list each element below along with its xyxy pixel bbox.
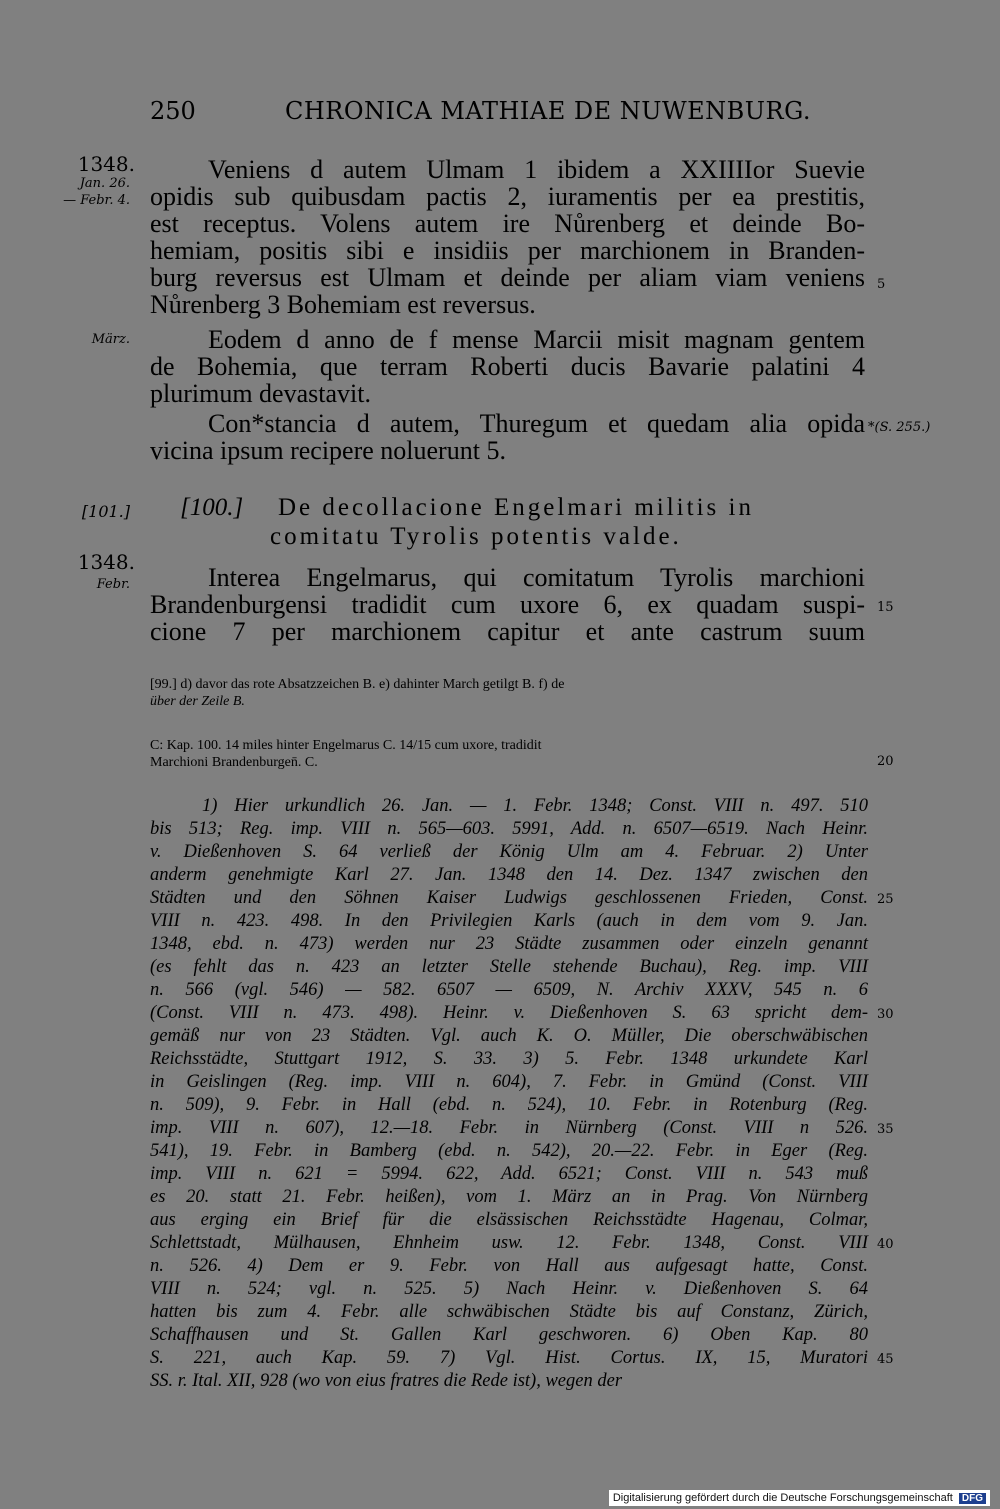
margin-date: — Febr. 4. [63,193,130,208]
footnote-line: Städten und den Söhnen Kaiser Ludwigs geschlossenen Frieden, Const. [150,888,868,908]
text-line: cione 7 per marchionem capitur et ante castrum suum [150,617,865,646]
footnote-line: imp. VIII n. 621 = 5994. 622, Add. 6521; Const. VIII n. 543 muß [150,1164,868,1184]
footnote-line: 541), 19. Febr. in Bamberg (ebd. n. 542), 20.—22. Febr. in Eger (Reg. [150,1141,868,1161]
footnote-line: VIII n. 423. 498. In den Privilegien Karls (auch in dem vom 9. Jan. [150,911,868,931]
footnote-line: (Const. VIII n. 473. 498). Heinr. v. Dießenhoven S. 63 spricht dem- [150,1003,868,1023]
footnote-line: n. 526. 4) Dem er 9. Febr. von Hall aus aufgesagt hatte, Const. [150,1256,868,1276]
footnote-line: (es fehlt das n. 423 an letzter Stelle stehende Buchau), Reg. imp. VIII [150,957,868,977]
variant-line: über der Zeile B. [150,694,245,709]
line-number: 25 [877,892,894,907]
credit-text: Digitalisierung gefördert durch die Deutsche Forschungsgemeinschaft [612,1492,953,1504]
footnote-line: bis 513; Reg. imp. VIII n. 565—603. 5991, Add. n. 6507—6519. Nach Heinr. [150,819,868,839]
text-line: Nůrenberg 3 Bohemiam est reversus. [150,290,536,319]
running-title: CHRONICA MATHIAE DE NUWENBURG. [285,97,812,125]
text-line: plurimum devastavit. [150,379,371,408]
footnote-line: 1) Hier urkundlich 26. Jan. — 1. Febr. 1348; Const. VIII n. 497. 510 [202,796,868,816]
line-number: 35 [877,1122,894,1137]
page-reference: *(S. 255.) [868,420,931,435]
footnote-line: Schaffhausen und St. Gallen Karl geschworen. 6) Oben Kap. 80 [150,1325,868,1345]
footnote-line: v. Dießenhoven S. 64 verließ der König Ulm am 4. Februar. 2) Unter [150,842,868,862]
line-number: 40 [877,1237,894,1252]
text-line: burg reversus est Ulmam et deinde per aliam viam veniens [150,263,865,292]
margin-date: März. [91,332,130,347]
page-header [150,97,865,133]
margin-year: 1348. [77,550,135,574]
footnote-line: hatten bis zum 4. Febr. alle schwäbischen Städte bis auf Constanz, Zürich, [150,1302,868,1322]
margin-date: Jan. 26. [79,176,130,191]
margin-date: Febr. [96,577,130,592]
footnote-line: S. 221, auch Kap. 59. 7) Vgl. Hist. Cortus. IX, 15, Muratori [150,1348,868,1368]
footnote-line: es 20. statt 21. Febr. heißen), vom 1. März an in Prag. Von Nürnberg [150,1187,868,1207]
chapter-title: comitatu Tyrolis potentis valde. [270,523,682,550]
line-number: 20 [877,754,894,769]
text-line: Con*stancia d autem, Thuregum et quedam alia opida [208,409,865,438]
chapter-number: [100.] [180,494,244,521]
body-paragraph [150,156,865,318]
dfg-logo: DFG [959,1493,986,1504]
footnote-line: gemäß nur von 23 Städten. Vgl. auch K. O. Müller, Die oberschwäbischen [150,1026,868,1046]
footnote-line: Reichsstädte, Stuttgart 1912, S. 33. 3) 5. Febr. 1348 urkundete Karl [150,1049,868,1069]
text-line: de Bohemia, que terram Roberti ducis Bavarie palatini 4 [150,352,865,381]
line-number: 45 [877,1352,894,1367]
variant-line: Marchioni Brandenburgen̄. C. [150,755,318,770]
line-number: 30 [877,1007,894,1022]
text-line: Brandenburgensi tradidit cum uxore 6, ex quadam suspi- [150,590,865,619]
page-number: 250 [150,97,196,125]
body-paragraph [150,410,865,464]
chapter-title: De decollacione Engelmari militis in [278,494,754,521]
footnote-line: VIII n. 524; vgl. n. 525. 5) Nach Heinr. v. Dießenhoven S. 64 [150,1279,868,1299]
footnote-line: SS. r. Ital. XII, 928 (wo von eius fratres die Rede ist), wegen der [150,1371,623,1391]
text-line: vicina ipsum recipere noluerunt 5. [150,436,506,465]
digitization-credit [609,1490,990,1506]
variant-apparatus [150,737,865,771]
margin-year: 1348. [77,152,135,176]
footnote-line: imp. VIII n. 607), 12.—18. Febr. in Nürnberg (Const. VIII n 526. [150,1118,868,1138]
footnote-line: 1348, ebd. n. 473) werden nur 23 Städte zusammen oder einzeln genannt [150,934,868,954]
text-line: opidis sub quibusdam pactis 2, iuramentis per ea prestitis, [150,182,865,211]
line-number: 15 [877,600,894,615]
footnote-line: n. 509), 9. Febr. in Hall (ebd. n. 524), 10. Febr. in Rotenburg (Reg. [150,1095,868,1115]
footnote-line: anderm genehmigte Karl 27. Jan. 1348 den 14. Dez. 1347 zwischen den [150,865,868,885]
variant-line: [99.] d) davor das rote Absatzzeichen B. e) dahinter March getilgt B. f) de [150,677,565,692]
footnote-line: aus erging ein Brief für die elsässischen Reichsstädte Hagenau, Colmar, [150,1210,868,1230]
text-line: Eodem d anno de f mense Marcii misit magnam gentem [208,325,865,354]
variant-apparatus [150,676,865,710]
footnotes [150,795,868,1393]
footnote-line: in Geislingen (Reg. imp. VIII n. 604), 7. Febr. in Gmünd (Const. VIII [150,1072,868,1092]
margin-chapter-number: [101.] [81,502,130,521]
line-number: 5 [877,277,886,292]
text-line: Veniens d autem Ulmam 1 ibidem a XXIIIIor Suevie [208,155,865,184]
text-line: est receptus. Volens autem ire Nůrenberg et deinde Bo- [150,209,865,238]
footnote-line: Schlettstadt, Mülhausen, Ehnheim usw. 12. Febr. 1348, Const. VIII [150,1233,868,1253]
body-paragraph [150,564,865,645]
body-paragraph [150,326,865,407]
footnote-line: n. 566 (vgl. 546) — 582. 6507 — 6509, N. Archiv XXXV, 545 n. 6 [150,980,868,1000]
text-line: Interea Engelmarus, qui comitatum Tyrolis marchioni [208,563,865,592]
variant-line: C: Kap. 100. 14 miles hinter Engelmarus C. 14/15 cum uxore, tradidit [150,738,542,753]
text-line: hemiam, positis sibi e insidiis per marchionem in Branden- [150,236,865,265]
